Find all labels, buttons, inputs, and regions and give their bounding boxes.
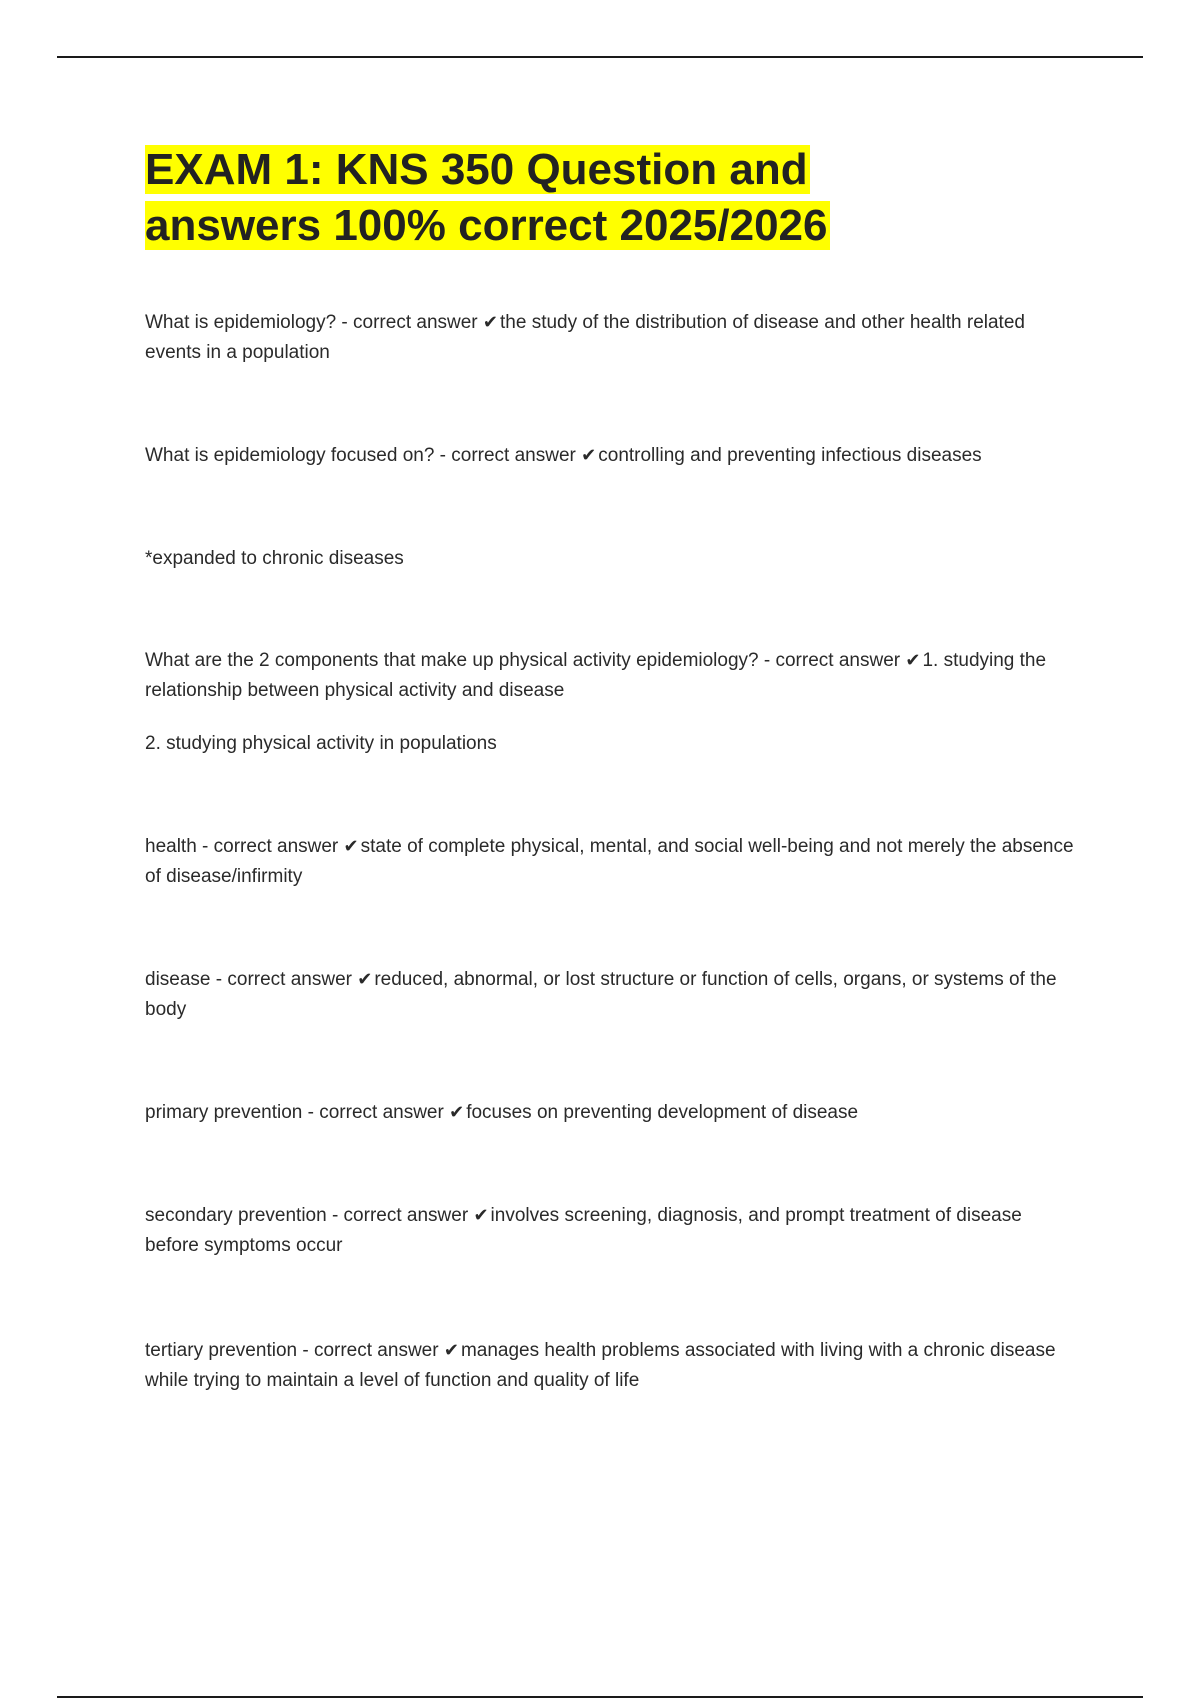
qa-item-1 xyxy=(145,308,1080,368)
title-line-1: EXAM 1: KNS 350 Question and xyxy=(145,145,808,194)
answer-text: involves screening, diagnosis, and prompt treatment of disease before symptoms occur xyxy=(145,1205,1022,1256)
qa-note-1 xyxy=(145,544,1080,574)
question-text: disease - correct answer xyxy=(145,969,358,990)
check-icon: ✔ xyxy=(482,312,499,333)
question-text: tertiary prevention - correct answer xyxy=(145,1340,444,1361)
check-icon: ✔ xyxy=(449,1102,465,1123)
answer-text: manages health problems associated with living with a chronic disease while trying to maintain a level of function and quality of life xyxy=(145,1340,1056,1391)
qa-item-2 xyxy=(145,441,1080,471)
question-text: primary prevention - correct answer xyxy=(145,1102,450,1123)
answer-text: 1. studying the relationship between physical activity and disease xyxy=(145,650,1047,701)
title-line-2: answers 100% correct 2025/2026 xyxy=(145,201,828,250)
qa-item-4 xyxy=(145,832,1080,892)
qa-item-6 xyxy=(145,1098,1080,1128)
page-title xyxy=(145,142,830,254)
question-text: What is epidemiology focused on? - correct answer xyxy=(145,445,582,466)
check-icon: ✔ xyxy=(905,650,921,671)
check-icon: ✔ xyxy=(581,445,597,466)
qa-item-3 xyxy=(145,646,1080,706)
qa-item-8 xyxy=(145,1336,1080,1396)
qa-note-2 xyxy=(145,729,1080,759)
question-text: What are the 2 components that make up physical activity epidemiology? - correct answer xyxy=(145,650,906,671)
answer-text: the study of the distribution of disease and other health related events in a population xyxy=(145,312,1025,363)
answer-text: controlling and preventing infectious diseases xyxy=(598,445,982,466)
check-icon: ✔ xyxy=(473,1205,489,1226)
check-icon: ✔ xyxy=(443,1340,459,1361)
note-text: *expanded to chronic diseases xyxy=(145,548,404,569)
question-text: What is epidemiology? - correct answer xyxy=(145,312,483,333)
qa-item-5 xyxy=(145,965,1080,1025)
check-icon: ✔ xyxy=(357,969,373,990)
answer-text: reduced, abnormal, or lost structure or function of cells, organs, or systems of the body xyxy=(145,969,1057,1020)
bottom-rule xyxy=(57,1696,1143,1698)
answer-text: focuses on preventing development of disease xyxy=(466,1102,859,1123)
answer-text: state of complete physical, mental, and social well-being and not merely the absence of disease/infirmity xyxy=(145,836,1074,887)
question-text: secondary prevention - correct answer xyxy=(145,1205,474,1226)
check-icon: ✔ xyxy=(343,836,359,857)
top-rule xyxy=(57,56,1143,58)
qa-item-7 xyxy=(145,1201,1080,1261)
question-text: health - correct answer xyxy=(145,836,344,857)
note-text: 2. studying physical activity in populations xyxy=(145,733,497,754)
